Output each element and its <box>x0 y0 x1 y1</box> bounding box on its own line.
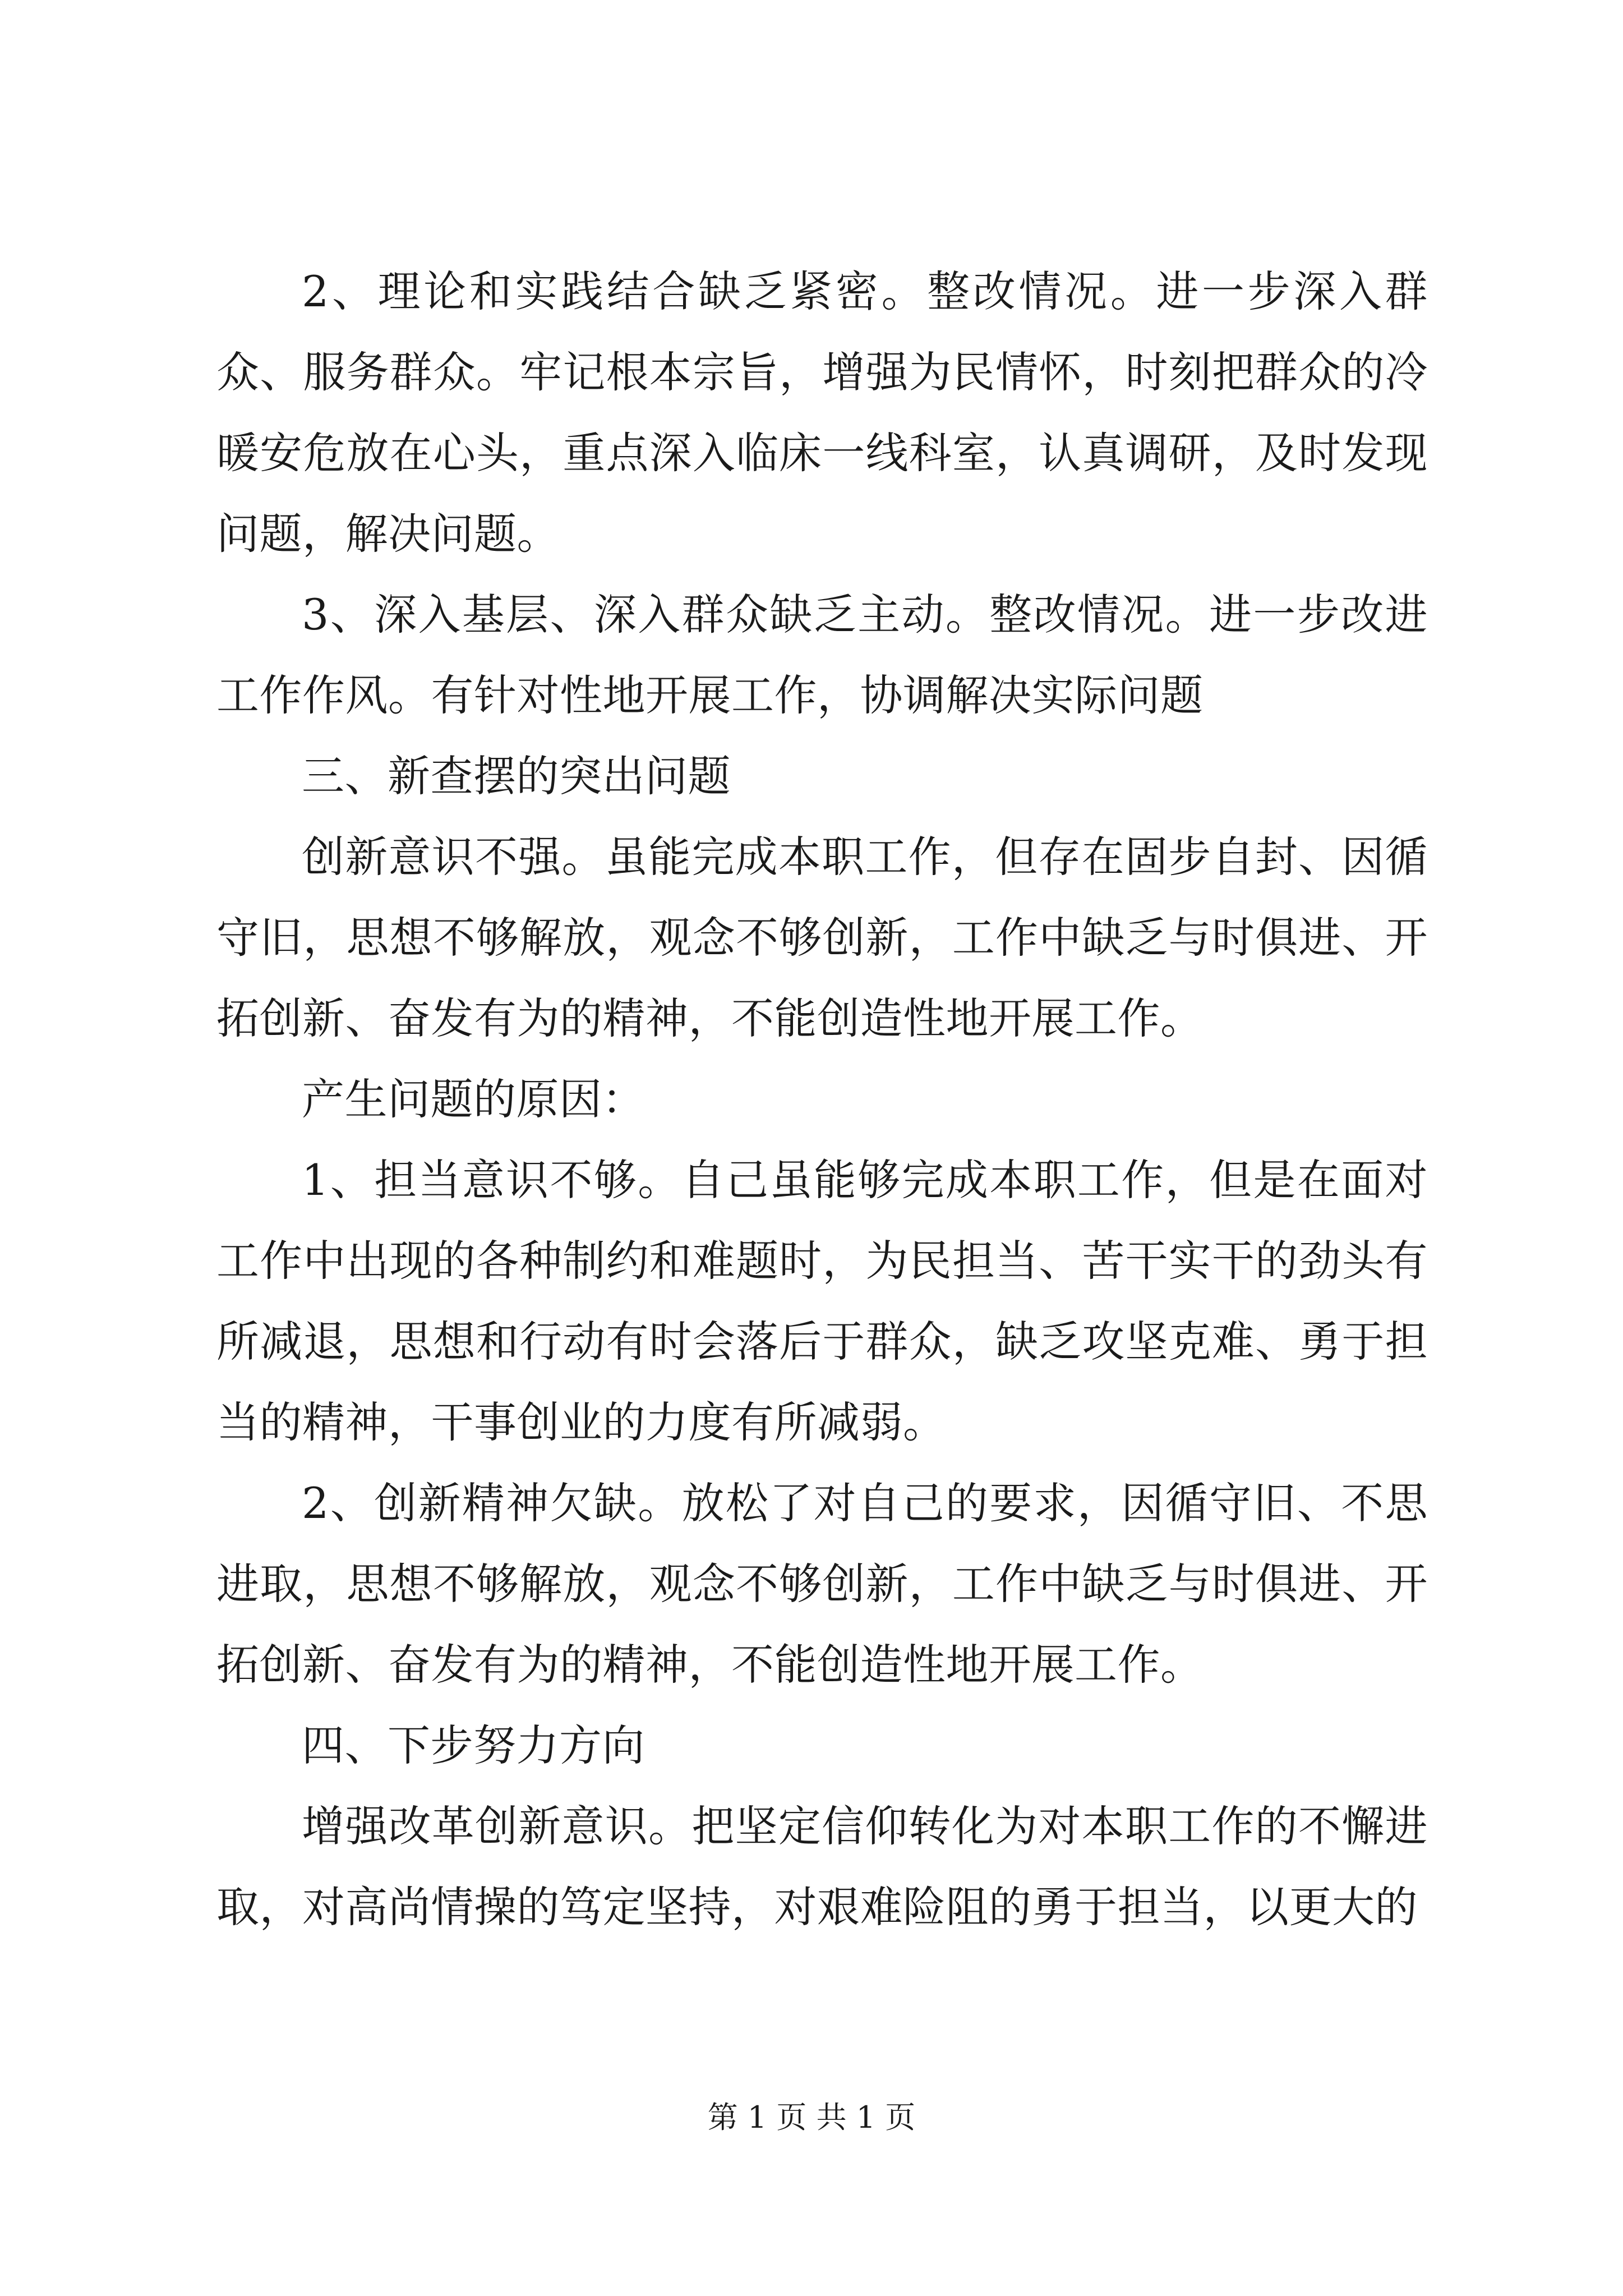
section-heading: 三、新查摆的突出问题 <box>302 751 731 801</box>
paragraph: 创新意识不强。虽能完成本职工作，但存在固步自封、因循守旧，思想不够解放，观念不够创新，工作中缺乏与时俱进、开拓创新、奋发有为的精神，不能创造性地开展工作。 <box>216 832 1428 1043</box>
paragraph: 1、担当意识不够。自己虽能够完成本职工作，但是在面对工作中出现的各种制约和难题时，为民担当、苦干实干的劲头有所减退，思想和行动有时会落后于群众，缺乏攻坚克难、勇于担当的精神，干事创业的力度有所减弱。 <box>216 1155 1428 1447</box>
document-body <box>216 251 1428 1948</box>
paragraph: 增强改革创新意识。把坚定信仰转化为对本职工作的不懈进取，对高尚情操的笃定坚持，对艰难险阻的勇于担当，以更大的 <box>216 1801 1428 1932</box>
paragraph: 3、深入基层、深入群众缺乏主动。整改情况。进一步改进工作作风。有针对性地开展工作，协调解决实际问题 <box>216 590 1428 720</box>
paragraph: 2、理论和实践结合缺乏紧密。整改情况。进一步深入群众、服务群众。牢记根本宗旨，增强为民情怀，时刻把群众的冷暖安危放在心头，重点深入临床一线科室，认真调研，及时发现问题，解决问题。 <box>216 266 1428 559</box>
paragraph: 2、创新精神欠缺。放松了对自己的要求，因循守旧、不思进取，思想不够解放，观念不够创新，工作中缺乏与时俱进、开拓创新、奋发有为的精神，不能创造性地开展工作。 <box>216 1478 1428 1690</box>
section-heading: 四、下步努力方向 <box>302 1720 645 1770</box>
subsection-heading: 产生问题的原因： <box>302 1074 645 1124</box>
page-number-footer: 第 1 页 共 1 页 <box>707 2100 916 2135</box>
